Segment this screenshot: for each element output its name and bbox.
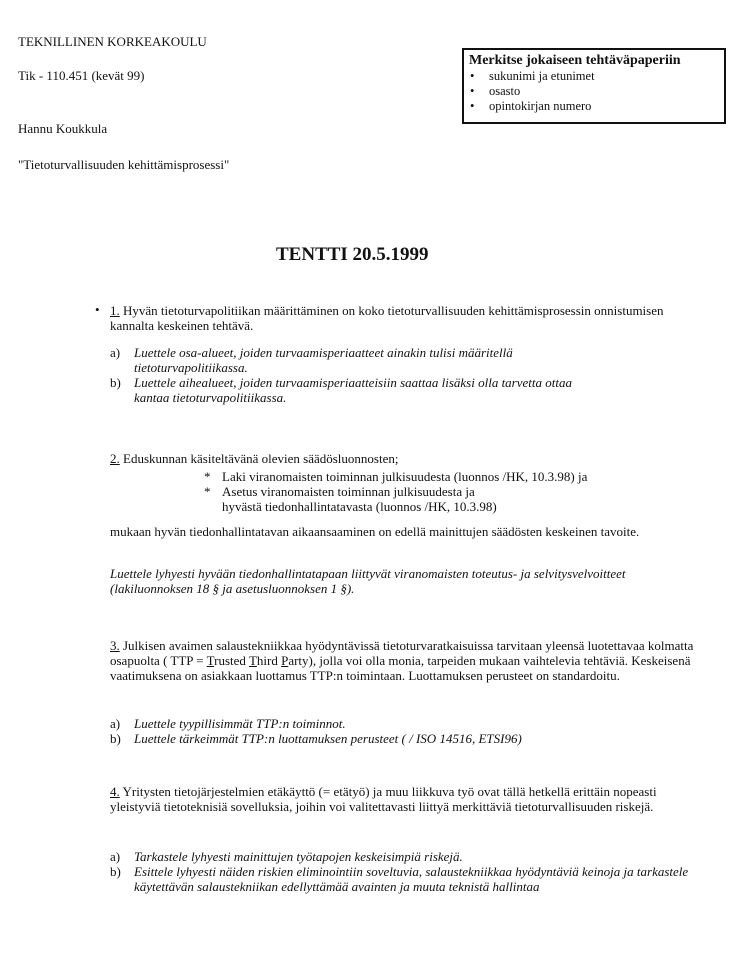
question-text: mukaan hyvän tiedonhallintatavan aikaansaaminen on edellä mainittujen säädösten keskeinen tavoite. <box>110 524 640 539</box>
question-1-tasks <box>110 345 610 405</box>
notice-title: Merkitse jokaiseen tehtäväpaperiin <box>469 53 681 68</box>
question-4 <box>110 784 685 814</box>
task-text: Luettele lyhyesti hyvään tiedonhallintatapaan liittyvät viranomaisten toteutus- ja selvitysvelvoitteet (lakiluonnoksen 18 § ja asetusluonnoksen 1 §). <box>110 566 626 596</box>
bullet-icon: • <box>95 302 100 317</box>
question-number: 4. <box>110 784 120 799</box>
notice-item: • sukunimi ja etunimet <box>470 69 595 83</box>
course-title: "Tietoturvallisuuden kehittämisprosessi" <box>18 157 230 172</box>
question-number: 1. <box>110 303 120 318</box>
bullet-icon: • <box>470 99 475 113</box>
question-3: 3. Julkisen avaimen salaustekniikkaa hyödyntävissä tietoturvaratkaisuissa tarvitaan yleensä luotettavaa kolmatta osapuolta ( TTP = Trusted Third Party), jolla voi olla monia, tarpeiden mukaan vaihtelevia tehtäviä. Keskeisenä vaatimuksena on asiakkaan luottamus TTP:n toimintaan. Luottamuksen perusteet on standardoitu. <box>110 638 694 683</box>
question-3-tasks <box>110 716 670 746</box>
bullet-icon: • <box>470 84 475 98</box>
course-code: Tik - 110.451 (kevät 99) <box>18 68 145 83</box>
notice-item: • opintokirjan numero <box>470 99 592 113</box>
question-text: Eduskunnan käsiteltävänä olevien säädösluonnosten; <box>123 451 399 466</box>
exam-title: TENTTI 20.5.1999 <box>276 244 429 265</box>
list-item: * Asetus viranomaisten toiminnan julkisuudesta ja hyvästä tiedonhallintatavasta (luonnos /HK, 10.3.98) <box>204 484 497 514</box>
author-name: Hannu Koukkula <box>18 121 108 136</box>
law-list <box>200 469 700 514</box>
notice-item: • osasto <box>470 84 521 98</box>
question-2-intro <box>110 451 710 466</box>
bullet-icon: • <box>470 69 475 83</box>
question-number: 3. <box>110 638 120 653</box>
question-4-tasks <box>110 849 710 894</box>
question-text: Hyvän tietoturvapolitiikan määrittäminen on koko tietoturvallisuuden kehittämisprosessin onnistumisen kannalta keskeinen tehtävä. <box>110 303 664 333</box>
subtask: a) Luettele osa-alueet, joiden turvaamisperiaatteet ainakin tulisi määritellä tietoturvapolitiikassa. <box>110 345 513 375</box>
institution-name: TEKNILLINEN KORKEAKOULU <box>18 34 207 49</box>
subtask: a) Tarkastele lyhyesti mainittujen työtapojen keskeisimpiä riskejä. <box>110 849 463 864</box>
subtask: b) Luettele aihealueet, joiden turvaamisperiaatteisiin saattaa lisäksi olla tarvetta ottaa kantaa tietoturvapolitiikassa. <box>110 375 572 405</box>
question-text: Yritysten tietojärjestelmien etäkäyttö (= etätyö) ja muu liikkuva työ ovat tällä hetkellä erittäin nopeasti yleistyviä tietoteknisiä sovelluksia, joihin voi valitettavasti liittyä merkittäviä tietoturvallisuuden riskejä. <box>110 784 657 814</box>
subtask: b) Esittele lyhyesti näiden riskien eliminointiin soveltuvia, salaustekniikkaa hyödyntäviä keinoja ja tarkastele käytettävän salaustekniikan edellyttämää avainten ja muuta teknistä hallintaa <box>110 864 689 894</box>
subtask: b) Luettele tärkeimmät TTP:n luottamuksen perusteet ( / ISO 14516, ETSI96) <box>110 731 522 746</box>
subtask: a) Luettele tyypillisimmät TTP:n toiminnot. <box>110 716 346 731</box>
notice-box <box>462 48 726 124</box>
asterisk-icon: * <box>204 484 211 499</box>
question-number: 2. <box>110 451 120 466</box>
list-item: * Laki viranomaisten toiminnan julkisuudesta (luonnos /HK, 10.3.98) ja <box>204 469 588 484</box>
question-1 <box>110 303 710 333</box>
asterisk-icon: * <box>204 469 211 484</box>
